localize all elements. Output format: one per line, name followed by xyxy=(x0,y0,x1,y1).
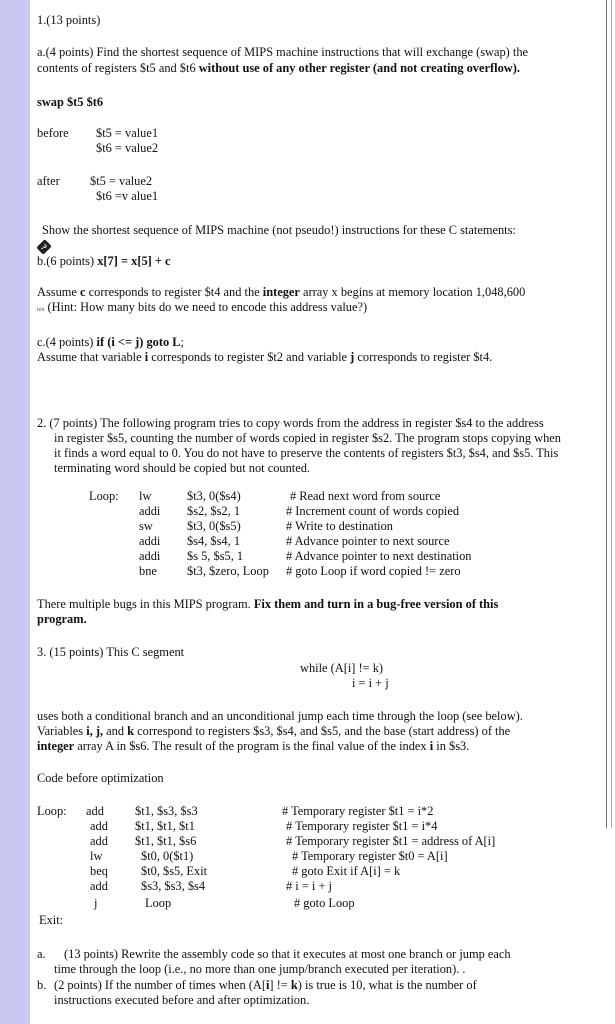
q1-header: 1.(13 points) xyxy=(37,13,101,27)
q3-para-line3: integer array A in $s6. The result of the program is the final value of the index i in $s3. xyxy=(37,739,470,753)
code-args: $t3, 0($s5) xyxy=(187,519,241,533)
scrollbar-track[interactable] xyxy=(606,0,607,828)
code-comment: # Increment count of words copied xyxy=(286,504,460,518)
q3b-line1: (2 points) If the number of times when (A[i] != k) is true is 10, what is the number of xyxy=(54,978,477,992)
q1a-line1: a.(4 points) Find the shortest sequence of MIPS machine instructions that will exchange (swap) the xyxy=(37,45,529,59)
after-line2: $t6 =v alue1 xyxy=(96,189,159,203)
after-line1: $t5 = value2 xyxy=(90,174,153,188)
code-args: $t1, $s3, $s3 xyxy=(135,804,198,818)
q1b-statement: b.(6 points) x[7] = x[5] + c xyxy=(37,254,171,268)
code-comment: # Temporary register $t1 = i*2 xyxy=(282,804,434,818)
code-comment: # Temporary register $t1 = address of A[i] xyxy=(286,834,496,848)
after-label: after xyxy=(37,174,60,188)
before-line2: $t6 = value2 xyxy=(96,141,159,155)
q1c-assume: Assume that variable i corresponds to register $t2 and variable j corresponds to register $t4. xyxy=(37,350,493,364)
q1b-hint: ten (Hint: How many bits do we need to encode this address value?) xyxy=(37,300,368,314)
code-op: add xyxy=(90,834,108,848)
q2-bugs-line2: program. xyxy=(37,612,87,626)
q3a-marker: a. xyxy=(37,947,46,961)
q2-intro-line2: in register $s5, counting the number of words copied in register $s2. The program stops copying when xyxy=(54,431,561,445)
code-op: addi xyxy=(139,534,161,548)
q2-intro-line4: terminating word should be copied but not counted. xyxy=(54,461,311,475)
code-op: add xyxy=(86,804,104,818)
q3-while: while (A[i] != k) xyxy=(300,661,384,675)
code-args: $t3, $zero, Loop xyxy=(187,564,269,578)
before-line1: $t5 = value1 xyxy=(96,126,159,140)
question-icon: ? xyxy=(39,239,49,254)
code-op: addi xyxy=(139,549,161,563)
code-args: $t3, 0($s4) xyxy=(187,489,241,503)
q3a-line1: (13 points) Rewrite the assembly code so that it executes at most one branch or jump each xyxy=(64,947,511,961)
code-op: beq xyxy=(90,864,108,878)
code-comment: # Advance pointer to next destination xyxy=(286,549,472,563)
code-comment: # Read next word from source xyxy=(290,489,441,503)
code-comment: # i = i + j xyxy=(286,879,332,893)
right-frame xyxy=(600,0,615,1024)
code-args: $t1, $t1, $s6 xyxy=(135,834,197,848)
q3a-line2: time through the loop (i.e., no more than one jump/branch executed per iteration). . xyxy=(54,962,466,976)
left-margin-bar xyxy=(0,0,30,1024)
code-comment: # Advance pointer to next source xyxy=(286,534,450,548)
q3-code-header: Code before optimization xyxy=(37,771,164,785)
code-args: $t0, $s5, Exit xyxy=(141,864,208,878)
code-comment: # goto Loop xyxy=(294,896,355,910)
swap-title: swap $t5 $t6 xyxy=(37,95,104,109)
code-comment: # Temporary register $t0 = A[i] xyxy=(292,849,448,863)
code-op: add xyxy=(90,819,108,833)
q1a-line2: contents of registers $t5 and $t6 without use of any other register (and not creating overflow). xyxy=(37,61,520,75)
code-args: $s4, $s4, 1 xyxy=(187,534,241,548)
code-comment: # Temporary register $t1 = i*4 xyxy=(286,819,438,833)
show-instructions: Show the shortest sequence of MIPS machine (not pseudo!) instructions for these C statements: xyxy=(42,223,516,237)
code-args: $t0, 0($t1) xyxy=(141,849,194,863)
q2-loop-label: Loop: xyxy=(89,489,119,503)
scrollbar-edge xyxy=(611,0,612,828)
code-comment: # goto Loop if word copied != zero xyxy=(286,564,461,578)
code-comment: # goto Exit if A[i] = k xyxy=(292,864,401,878)
code-comment: # Write to destination xyxy=(286,519,393,533)
code-op: j xyxy=(94,896,98,910)
before-label: before xyxy=(37,126,69,140)
code-op: lw xyxy=(139,489,152,503)
q2-intro-line1: 2. (7 points) The following program tries to copy words from the address in register $s4 to the address xyxy=(37,416,544,430)
code-args: $s 5, $s5, 1 xyxy=(187,549,244,563)
q1c-statement: c.(4 points) if (i <= j) goto L; xyxy=(37,335,184,349)
q3-increment: i = i + j xyxy=(352,676,389,690)
code-args: $s3, $s3, $s4 xyxy=(141,879,206,893)
code-op: lw xyxy=(90,849,103,863)
q3-para-line1: uses both a conditional branch and an unconditional jump each time through the loop (see below). xyxy=(37,709,523,723)
code-op: bne xyxy=(139,564,157,578)
q3b-marker: b. xyxy=(37,978,47,992)
q3-exit-label: Exit: xyxy=(39,913,64,927)
code-args: $s2, $s2, 1 xyxy=(187,504,241,518)
q1b-assume: Assume c corresponds to register $t4 and the integer array x begins at memory location 1,048,600 xyxy=(37,285,526,299)
code-op: sw xyxy=(139,519,153,533)
q2-bugs-line1: There multiple bugs in this MIPS program. Fix them and turn in a bug-free version of this xyxy=(37,597,499,611)
q3-loop-label: Loop: xyxy=(37,804,67,818)
q3-header: 3. (15 points) This C segment xyxy=(37,645,185,659)
code-args: $t1, $t1, $t1 xyxy=(135,819,195,833)
code-op: add xyxy=(90,879,108,893)
code-args: Loop xyxy=(145,896,172,910)
q3b-line2: instructions executed before and after optimization. xyxy=(54,993,310,1007)
q2-intro-line3: it finds a word equal to 0. You do not have to preserve the contents of registers $t3, $s4, and $s5. This xyxy=(54,446,559,460)
q3-para-line2: Variables i, j, and k correspond to registers $s3, $s4, and $s5, and the base (start address) of the xyxy=(37,724,511,738)
code-op: addi xyxy=(139,504,161,518)
